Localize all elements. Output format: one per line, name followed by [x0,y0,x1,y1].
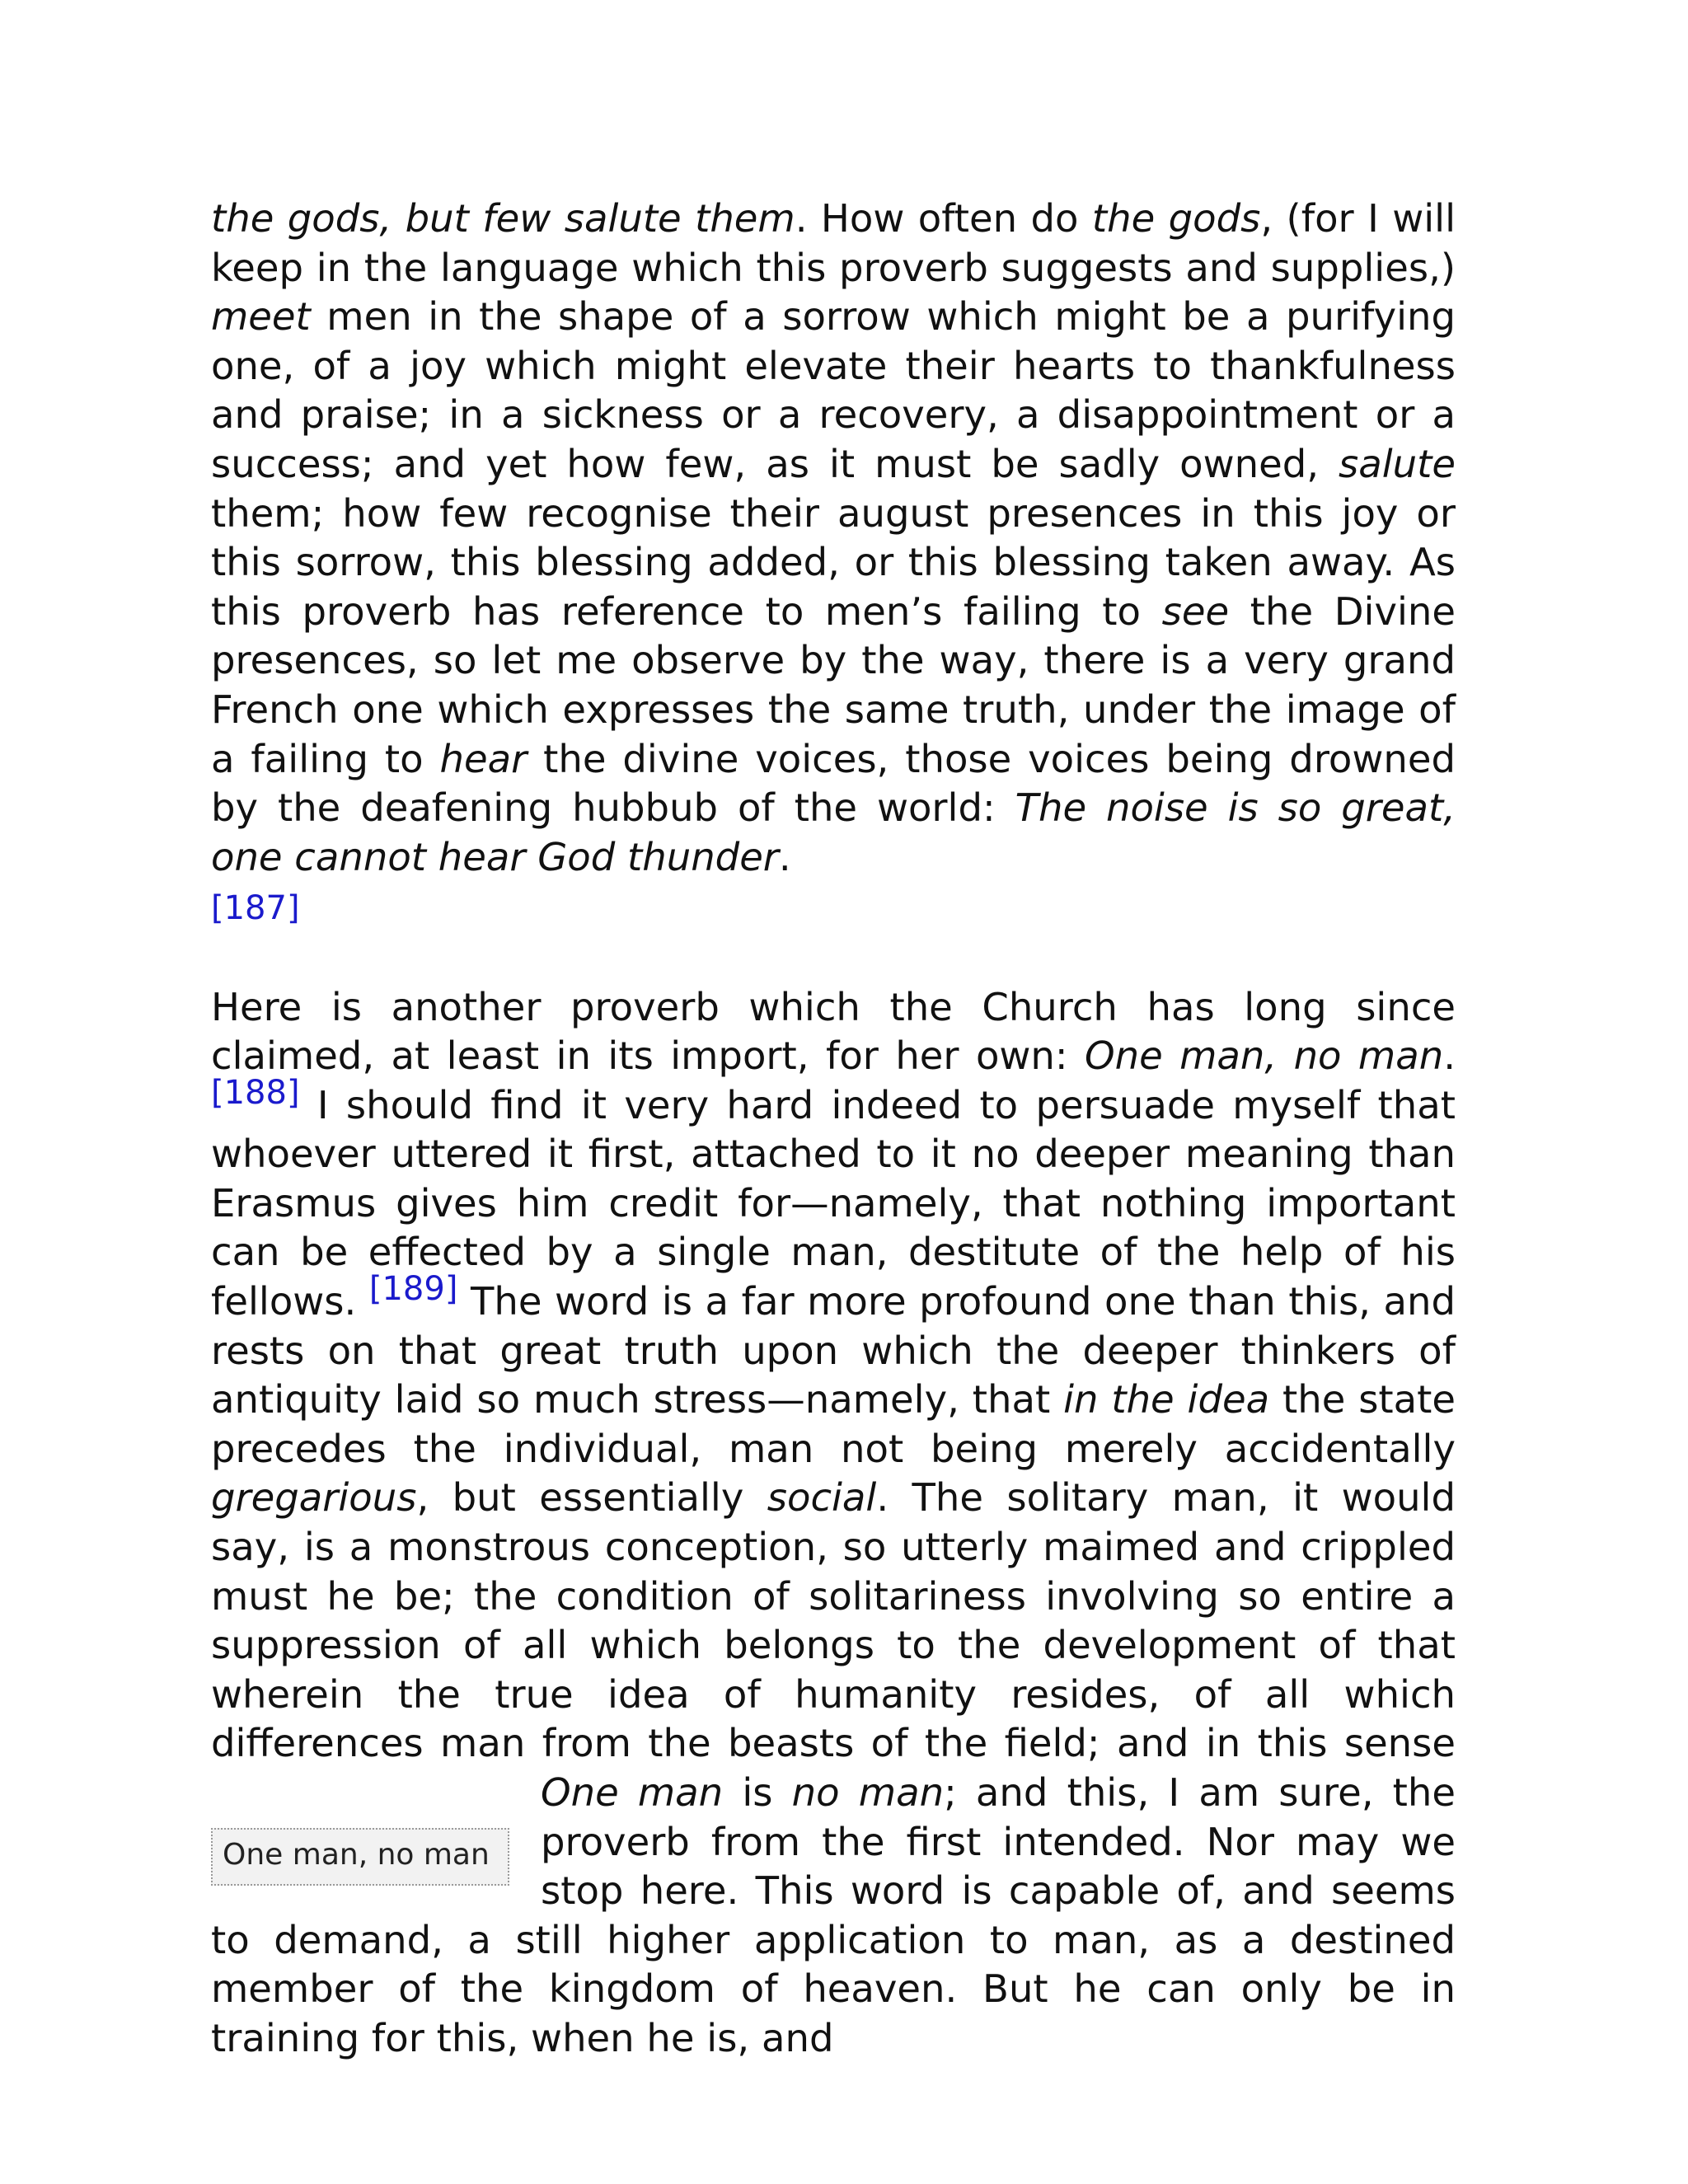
italic-phrase: One man [541,1770,724,1815]
paragraph-one-man-no-man: Here is another proverb which the Church has long since claimed, at least in its import, for her own: One man, no man. [188] I should find it very hard indeed to persuade myself that whoever uttered it first, attached to it no deeper meaning than Erasmus gives him credit for—namely, that nothing important can be effected by a single man, destitute of the help of his fellows. [189] The word is a far more profound one than this, and rests on that great truth upon which the deeper thinkers of antiquity laid so much stress—namely, that in the idea the state precedes the individual, man not being merely accidentally gregarious, but essentially social. The solitary man, it would say, is a monstrous conception, so utterly maimed and crippled must he be; the condition of solitariness involving so entire a suppression of all which belongs to the development of that wherein the true idea of humanity resides, of all which differences man from the beasts of the field; and in this sense One man, no man One man is no man; and this, I am sure, the proverb from the first intended. Nor may we stop here. This word is capable of, and seems to demand, a still higher application to man, as a destined member of the kingdom of heaven. But he can only be in training for this, when he is, and [211,984,1456,2060]
footnote-link-187[interactable]: [187] [211,889,300,928]
italic-quote: The noise is so great, one cannot hear God thunder [211,785,1456,879]
italic-phrase: meet [211,294,311,340]
italic-phrase: hear [439,736,528,781]
italic-phrase: in the idea [1063,1377,1270,1422]
italic-phrase: no man [791,1770,945,1815]
paragraph-gods-proverb: the gods, but few salute them. How often do the gods, (for I will keep in the language which this proverb suggests and supplies,) meet men in the shape of a sorrow which might be a purifying one, of a joy which might elevate their hearts to thankfulness and praise; in a sickness or a recovery, a disappointment or a success; and yet how few, as it must be sadly owned, salute them; how few recognise their august presences in this joy or this sorrow, this blessing added, or this blessing taken away. As this proverb has reference to men’s failing to see the Divine presences, so let me observe by the way, there is a very grand French one which expresses the same truth, under the image of a failing to hear the divine voices, those voices being drowned by the deafening hubbub of the world: The noise is so great, one cannot hear God thunder. [187] [211,196,1456,928]
footnote-link-189[interactable]: [189] [368,1270,458,1309]
sidenote-box: One man, no man [211,1828,509,1886]
italic-phrase: salute [1339,441,1456,486]
italic-phrase: gregarious [211,1475,417,1521]
italic-phrase: the gods, but few salute them [211,196,795,241]
italic-phrase: see [1161,588,1230,634]
italic-phrase: social [767,1475,877,1521]
footnote-link-188[interactable]: [188] [211,1073,300,1112]
page-body [211,194,1456,2064]
italic-phrase: One man, no man [1085,1033,1444,1079]
italic-phrase: the gods [1091,196,1261,241]
